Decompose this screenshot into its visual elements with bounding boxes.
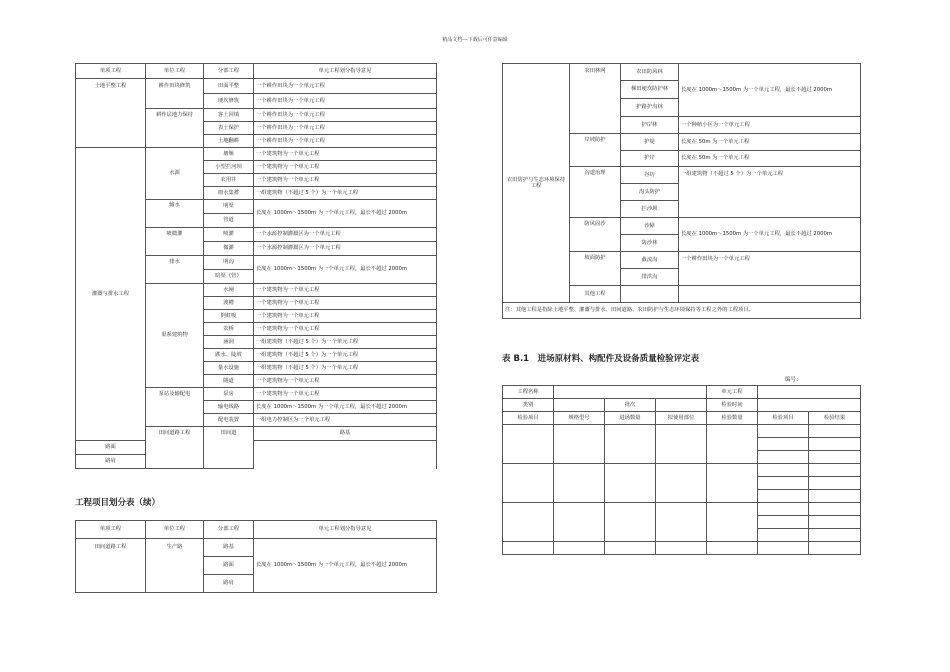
part-cell: 土地翻耕	[204, 135, 254, 148]
guide-cell: 长度在 1000m～1500m 为一个单元工程，最长不超过 2000m	[679, 218, 861, 252]
unit-cell: 水源	[146, 148, 204, 200]
part-cell: 暗渠（管）	[204, 270, 254, 284]
unit-cell: 生产路	[146, 539, 204, 593]
material-inspection-table	[502, 385, 861, 555]
project-cell: 农田防护与生态环境保持工程	[503, 64, 570, 303]
guide-cell: 一组电力控制区为一个单元工程	[254, 414, 437, 427]
table-note: 注：其他工程是指除土地平整、灌溉与排水、田间道路、农田防护与生态环境保持等工程之外的工程项目。	[503, 303, 861, 319]
category-label: 类别	[503, 399, 554, 412]
guide-cell: 一个水源控制灌溉区为一个单元工程	[254, 242, 437, 256]
guide-cell: 一个建筑物为一个单元工程	[254, 323, 437, 336]
unit-cell: 喷微灌	[146, 228, 204, 256]
number-label: 编号：	[785, 377, 802, 383]
project-cell: 田间道路工程	[146, 427, 204, 469]
col-spec-model: 规格型号	[554, 412, 605, 425]
part-cell: 梯田埂坎防护林	[621, 81, 679, 99]
guide-cell: 一个建筑物为一个单元工程	[254, 174, 437, 187]
guide-cell: 一个耕作田块为一个单元工程	[254, 135, 437, 148]
header-part: 分部工程	[204, 64, 254, 79]
unit-cell: 输水	[146, 200, 204, 228]
col-inspect-result: 检验结果	[809, 412, 861, 425]
part-cell: 农用井	[204, 174, 254, 187]
page-header: 精品文档---下载后可任意编辑	[442, 37, 508, 43]
part-cell: 跌水、陡坡	[204, 349, 254, 362]
project-cell: 其他工程	[570, 286, 621, 303]
guide-cell: 长度在 1000m～1500m 为一个单元工程，最长不超过 2000m	[679, 64, 861, 117]
part-cell: 农田防风林	[621, 64, 679, 81]
guide-cell: 一个耕作田块为一个单元工程	[679, 252, 861, 286]
part-cell: 沙障	[621, 218, 679, 235]
guide-cell: 一个建筑物为一个单元工程	[254, 297, 437, 310]
part-cell: 客土回填	[204, 109, 254, 122]
unit-cell: 排水	[146, 256, 204, 284]
guide-cell: 长度在 1000m～1500m 为一个单元工程，最长不超过 2000m	[254, 401, 437, 414]
part-cell: 拦沙坝	[621, 201, 679, 218]
unit-project-label: 单元工程	[707, 386, 758, 399]
unit-cell: 耕作层地力保持	[146, 109, 204, 148]
header-project: 单项工程	[76, 521, 146, 539]
part-cell: 渡槽	[204, 297, 254, 310]
part-cell: 路面	[204, 557, 254, 575]
col-inspect-item: 检验项目	[503, 412, 554, 425]
part-cell: 表土保护	[204, 122, 254, 135]
header-guide: 单元工程划分指导意见	[254, 521, 437, 539]
part-cell: 喷灌	[204, 228, 254, 242]
unit-cell: 渠系建筑物	[146, 284, 204, 388]
col-entry-qty: 进场数量	[605, 412, 656, 425]
part-cell: 路基	[204, 539, 254, 557]
guide-cell: 一个建筑物为一个单元工程	[254, 148, 437, 161]
guide-cell: 一个耕作田块为一个单元工程	[254, 94, 437, 109]
part-cell: 护岸林	[621, 117, 679, 134]
guide-cell: 一组建筑物（不超过 5 个）为一个单元工程	[254, 362, 437, 375]
project-name-label: 工程名称	[503, 386, 554, 399]
part-cell: 田面平整	[204, 79, 254, 94]
part-cell: 路肩	[204, 575, 254, 593]
guide-cell: 一个建筑物为一个单元工程	[254, 388, 437, 401]
part-cell: 农桥	[204, 323, 254, 336]
batch-value	[656, 399, 707, 412]
part-cell: 涵洞	[204, 336, 254, 349]
part-cell: 护堤	[621, 134, 679, 151]
header-unit: 单位工程	[146, 64, 204, 79]
unit-project-value	[758, 386, 861, 399]
part-cell: 护岸	[621, 151, 679, 167]
guide-cell: 一个建筑物为一个单元工程	[254, 375, 437, 388]
inspect-time-label: 检验时间	[707, 399, 758, 412]
guide-cell: 一个建筑物为一个单元工程	[254, 161, 437, 174]
header-part: 分部工程	[204, 521, 254, 539]
part-cell: 隧道	[204, 375, 254, 388]
part-cell: 截流沟	[621, 252, 679, 269]
part-cell: 沟头防护	[621, 184, 679, 201]
part-cell: 微灌	[204, 242, 254, 256]
part-cell: 泵房	[204, 388, 254, 401]
project-division-table	[75, 63, 437, 469]
col-inspect-item-2: 检验项目	[758, 412, 809, 425]
project-cell: 田间道路工程	[76, 539, 146, 593]
guide-cell: 长度在 50m 为一个单元工程	[679, 134, 861, 151]
guide-cell: 一个建筑物为一个单元工程	[254, 310, 437, 323]
batch-label: 批次	[605, 399, 656, 412]
guide-cell: 一个耕作田块为一个单元工程	[254, 122, 437, 135]
guide-cell: 长度在 1000m～1500m 为一个单元工程，最长不超过 2000m	[254, 200, 437, 228]
part-cell: 路基	[254, 427, 437, 441]
part-cell: 管道	[204, 214, 254, 228]
part-cell: 明渠	[204, 200, 254, 214]
project-division-table-continued	[75, 520, 437, 593]
header-unit: 单位工程	[146, 521, 204, 539]
part-cell: 塘堰	[204, 148, 254, 161]
guide-cell: 一组建筑物（不超过 5 个）为一个单元工程	[254, 187, 437, 200]
part-cell: 水闸	[204, 284, 254, 297]
header-guide: 单元工程划分指导意见	[254, 64, 437, 79]
unit-cell: 泵站及输配电	[146, 388, 204, 427]
part-cell: 倒虹吸	[204, 310, 254, 323]
unit-cell: 田间道	[204, 427, 254, 469]
col-use-location: 拟使用部位	[656, 412, 707, 425]
guide-cell: 长度在 1000m～1500m 为一个单元工程，最长不超过 2000m	[254, 256, 437, 284]
part-cell: 明沟	[204, 256, 254, 270]
part-cell: 谷坊	[621, 167, 679, 184]
continued-table-title: 工程项目划分表（续）	[75, 498, 161, 508]
guide-cell: 一组建筑物（不超过 5 个）为一个单元工程	[679, 167, 861, 218]
project-name-value	[554, 386, 707, 399]
inspect-time-value	[758, 399, 861, 412]
part-cell: 排洪沟	[621, 269, 679, 286]
part-cell: 路肩	[76, 455, 146, 469]
guide-cell: 一个耕作田块为一个单元工程	[254, 109, 437, 122]
unit-cell: 沟道治理	[570, 167, 621, 218]
guide-cell: 长度在 1000m～1500m 为一个单元工程，最长不超过 2000m	[254, 539, 437, 593]
part-cell: 防沙林	[621, 235, 679, 252]
part-cell: 输电线路	[204, 401, 254, 414]
table-b1-title: 表 B.1 进场原材料、构配件及设备质量检验评定表	[502, 354, 700, 364]
category-value	[554, 399, 605, 412]
guide-cell: 一个水源控制灌溉区为一个单元工程	[254, 228, 437, 242]
part-cell: 护路护沟林	[621, 99, 679, 117]
part-cell: 量水设施	[204, 362, 254, 375]
guide-cell: 长度在 50m 为一个单元工程	[679, 151, 861, 167]
guide-cell: 一组建筑物（不超过 5 个）为一个单元工程	[254, 349, 437, 362]
unit-cell: 耕作田块修筑	[146, 79, 204, 109]
col-inspect-qty: 检验数量	[707, 412, 758, 425]
unit-cell: 坡面防护	[570, 252, 621, 286]
guide-cell: 一个耕作田块为一个单元工程	[254, 79, 437, 94]
part-cell: 配电装置	[204, 414, 254, 427]
part-cell: 雨水集蓄	[204, 187, 254, 200]
unit-cell: 岸坡防护	[570, 134, 621, 167]
guide-cell: 一个种植小区为一个单元工程	[679, 117, 861, 134]
part-cell: 小型拦河坝	[204, 161, 254, 174]
part-cell: 埂坎修筑	[204, 94, 254, 109]
project-cell: 灌溉与排水工程	[76, 148, 146, 441]
guide-cell: 一个建筑物为一个单元工程	[254, 284, 437, 297]
guide-cell: 一组建筑物（不超过 5 个）为一个单元工程	[254, 336, 437, 349]
unit-cell: 农田林网	[570, 64, 621, 134]
part-cell: 路面	[76, 441, 146, 455]
farmland-protection-table	[502, 63, 861, 319]
unit-cell: 防风固沙	[570, 218, 621, 252]
header-project: 单项工程	[76, 64, 146, 79]
project-cell: 土地平整工程	[76, 79, 146, 148]
